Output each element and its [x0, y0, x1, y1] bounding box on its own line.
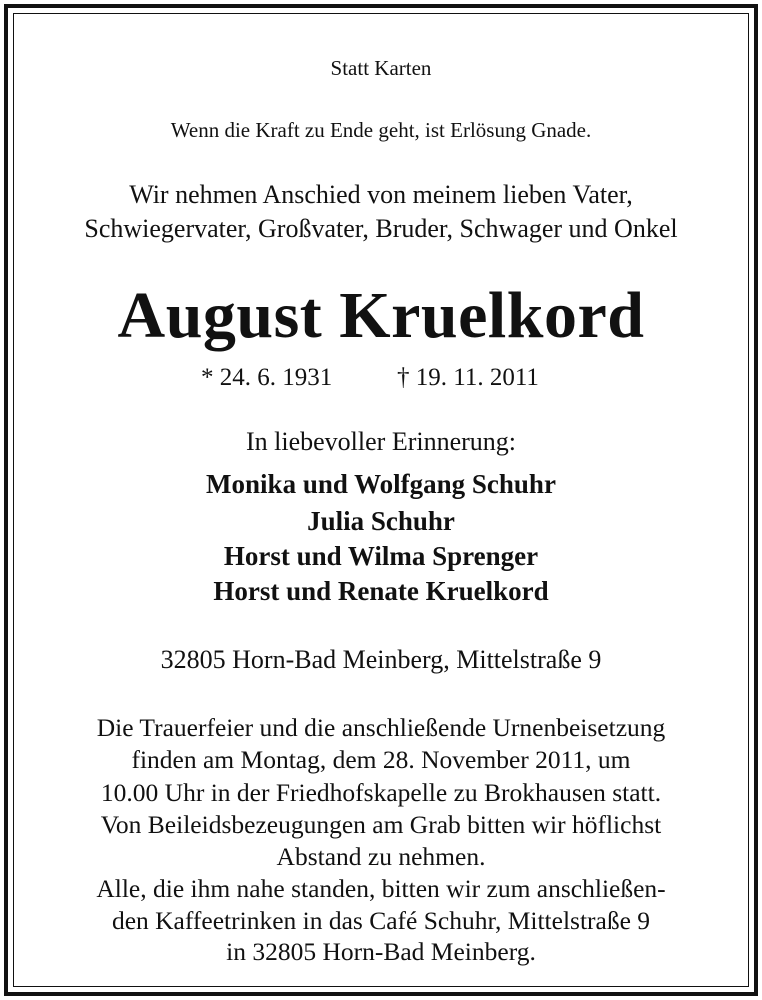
statt-karten-text: Statt Karten	[330, 56, 432, 80]
service-line: 10.00 Uhr in der Friedhofskapelle zu Brokhausen statt.	[100, 778, 662, 807]
service-line: finden am Montag, dem 28. November 2011, um	[131, 745, 631, 774]
mourner-line: Horst und Renate Kruelkord	[213, 576, 549, 606]
service-line: Die Trauerfeier und die anschließende Urnenbeisetzung	[96, 713, 666, 742]
mourner-line: Monika und Wolfgang Schuhr	[206, 469, 556, 499]
deceased-name: August Kruelkord	[117, 279, 645, 352]
birth-date: * 24. 6. 1931	[201, 364, 333, 391]
death-date: † 19. 11. 2011	[397, 364, 539, 391]
family-address: 32805 Horn-Bad Meinberg, Mittelstraße 9	[160, 645, 602, 674]
mourner-line: Horst und Wilma Sprenger	[223, 541, 539, 571]
service-line: Abstand zu nehmen.	[276, 842, 486, 871]
service-line: Von Beileidsbezeugungen am Grab bitten wir höflichst	[100, 810, 662, 839]
service-line: in 32805 Horn-Bad Meinberg.	[226, 937, 536, 966]
mourner-line: Julia Schuhr	[307, 506, 455, 536]
motto-text: Wenn die Kraft zu Ende geht, ist Erlösung Gnade.	[170, 118, 592, 142]
inner-border	[13, 13, 749, 987]
service-line: den Kaffeetrinken in das Café Schuhr, Mittelstraße 9	[111, 906, 651, 935]
service-line: Alle, die ihm nahe standen, bitten wir zum anschließen-	[96, 874, 666, 903]
intro-line-2: Schwiegervater, Großvater, Bruder, Schwager und Onkel	[84, 214, 678, 243]
intro-line-1: Wir nehmen Anschied von meinem lieben Vater,	[129, 180, 633, 209]
memory-heading: In liebevoller Erinnerung:	[245, 427, 517, 456]
